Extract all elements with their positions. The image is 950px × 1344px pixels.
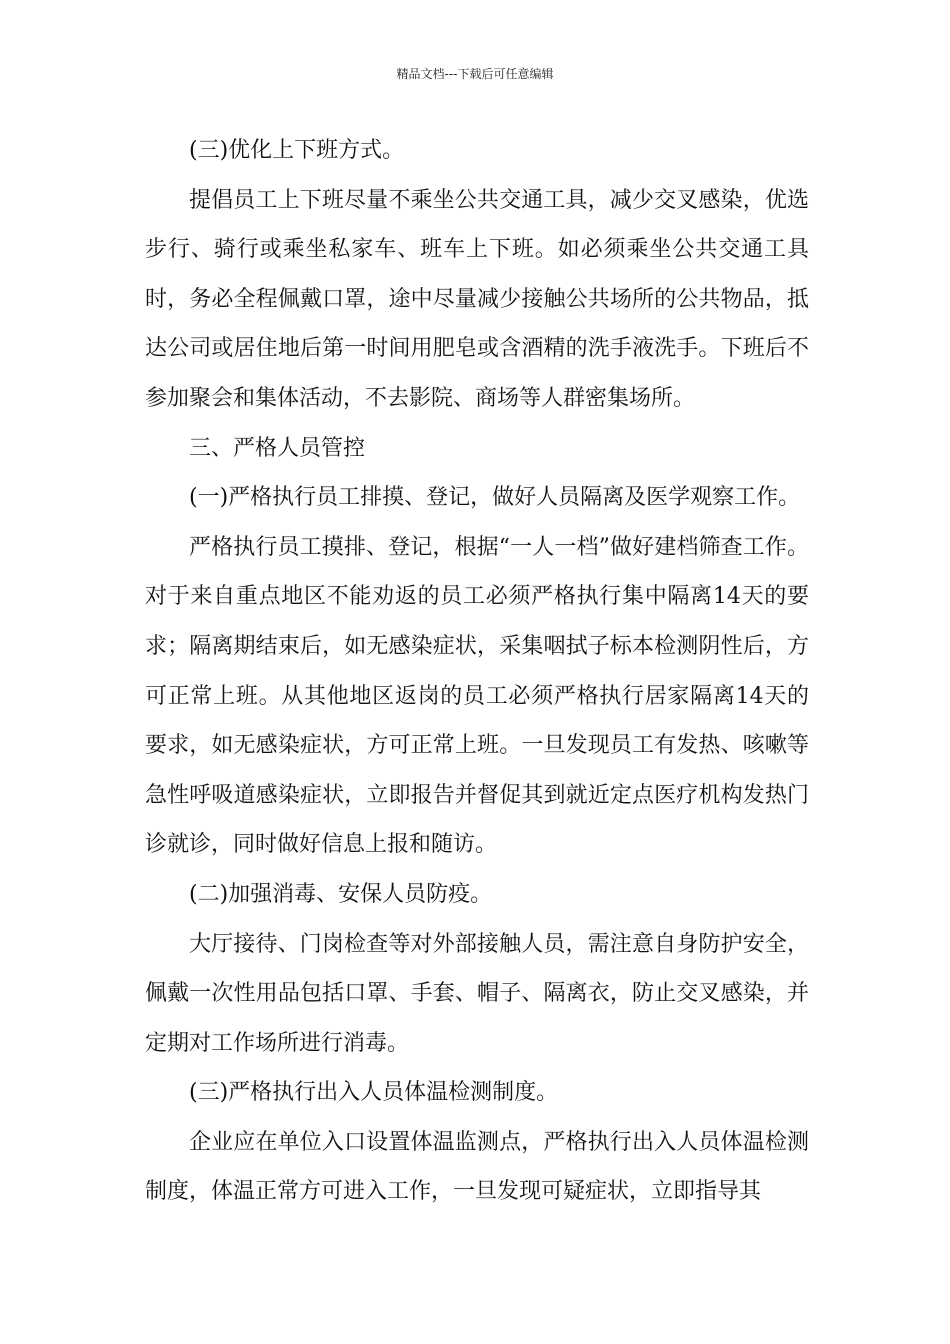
paragraph-disinfection: 大厅接待、门岗检查等对外部接触人员，需注意自身防护安全，佩戴一次性用品包括口罩、手套、帽子、隔离衣，防止交叉感染，并定期对工作场所进行消毒。 xyxy=(145,931,809,1056)
paragraph-temperature: 企业应在单位入口设置体温监测点，严格执行出入人员体温检测制度，体温正常方可进入工作，一旦发现可疑症状，立即指导其 xyxy=(145,1129,809,1205)
paragraph-commute: 提倡员工上下班尽量不乘坐公共交通工具，减少交叉感染，优选步行、骑行或乘坐私家车、班车上下班。如必须乘坐公共交通工具时，务必全程佩戴口罩，途中尽量减少接触公共场所的公共物品，抵达公司或居住地后第一时间用肥皂或含酒精的洗手液洗手。下班后不参加聚会和集体活动，不去影院、商场等人群密集场所。 xyxy=(145,187,809,411)
subsection-heading-disinfection: (二)加强消毒、安保人员防疫。 xyxy=(189,881,493,907)
page-header: 精品文档---下载后可任意编辑 xyxy=(396,67,554,81)
document-body xyxy=(145,126,809,1217)
subsection-heading-registration: (一)严格执行员工排摸、登记，做好人员隔离及医学观察工作。 xyxy=(189,485,801,511)
subsection-heading-temperature: (三)严格执行出入人员体温检测制度。 xyxy=(189,1080,559,1106)
paragraph-registration: 严格执行员工摸排、登记，根据“一人一档”做好建档筛查工作。对于来自重点地区不能劝返的员工必须严格执行集中隔离14天的要求；隔离期结束后，如无感染症状，采集咽拭子标本检测阴性后，方可正常上班。从其他地区返岗的员工必须严格执行居家隔离14天的要求，如无感染症状，方可正常上班。一旦发现员工有发热、咳嗽等急性呼吸道感染症状，立即报告并督促其到就近定点医疗机构发热门诊就诊，同时做好信息上报和随访。 xyxy=(145,534,809,858)
section-heading-personnel-control: 三、严格人员管控 xyxy=(189,435,366,461)
section-heading-commute: (三)优化上下班方式。 xyxy=(189,138,405,163)
